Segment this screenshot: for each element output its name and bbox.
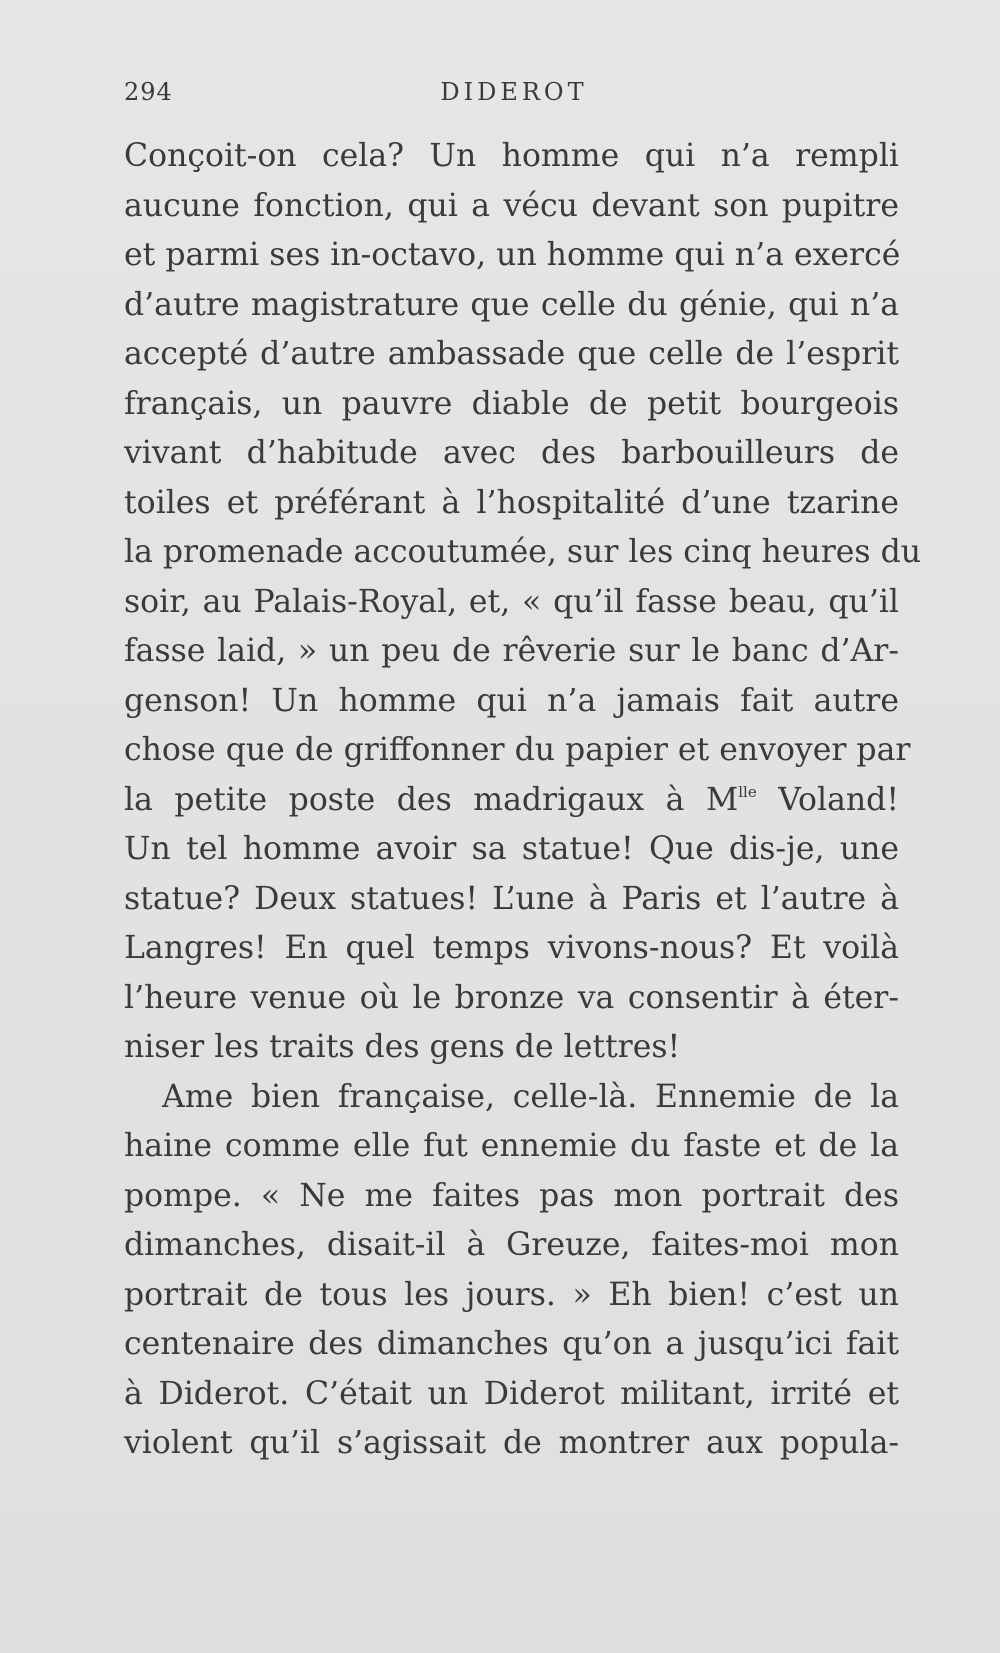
- page-header: [124, 78, 904, 112]
- text-line: Ame bien française, celle-là. Ennemie de la: [162, 1078, 899, 1115]
- text-line: niser les traits des gens de lettres!: [124, 1029, 681, 1065]
- page-number: 294: [124, 78, 173, 106]
- text-line: et parmi ses in-octavo, un homme qui n’a exercé: [124, 237, 901, 273]
- text-line: Conçoit-on cela? Un homme qui n’a rempli: [124, 138, 899, 174]
- text-line: dimanches, disait-il à Greuze, faites-moi mon: [124, 1227, 899, 1263]
- paragraph-1: [124, 132, 922, 1073]
- text-line: l’heure venue où le bronze va consentir à éter-: [124, 979, 899, 1016]
- text-line: soir, au Palais-Royal, et, « qu’il fasse beau, qu’il: [124, 583, 899, 620]
- superscript: lle: [738, 782, 757, 801]
- running-title: DIDEROT: [440, 78, 588, 106]
- text-segment: la petite poste des madrigaux à M: [124, 781, 739, 818]
- text-line: toiles et préférant à l’hospitalité d’une tzarine: [124, 484, 899, 521]
- paragraph-2: [124, 1073, 899, 1469]
- text-line: genson! Un homme qui n’a jamais fait autre: [124, 682, 899, 719]
- text-segment: Voland!: [756, 781, 899, 818]
- text-line: violent qu’il s’agissait de montrer aux popula-: [124, 1425, 899, 1461]
- text-line: d’autre magistrature que celle du génie, qui n’a: [124, 286, 899, 323]
- text-line: vivant d’habitude avec des barbouilleurs de: [124, 435, 899, 471]
- text-line-mlle: [124, 776, 899, 826]
- text-line: statue? Deux statues! L’une à Paris et l’autre à: [124, 880, 899, 917]
- text-line: centenaire des dimanches qu’on a jusqu’ici fait: [124, 1326, 899, 1362]
- text-line: français, un pauvre diable de petit bourgeois: [124, 385, 899, 422]
- text-line: Un tel homme avoir sa statue! Que dis-je, une: [124, 831, 899, 867]
- text-line: accepté d’autre ambassade que celle de l’esprit: [124, 336, 899, 372]
- text-line: la promenade accoutumée, sur les cinq heures du: [124, 534, 922, 570]
- text-line: pompe. « Ne me faites pas mon portrait des: [124, 1177, 899, 1214]
- text-line: fasse laid, » un peu de rêverie sur le banc d’Ar-: [124, 633, 899, 669]
- text-line: aucune fonction, qui a vécu devant son pupitre: [124, 187, 899, 224]
- page-body: [124, 132, 922, 1469]
- text-line: Langres! En quel temps vivons-nous? Et voilà: [124, 930, 899, 966]
- text-line: haine comme elle fut ennemie du faste et de la: [124, 1128, 899, 1164]
- text-line: portrait de tous les jours. » Eh bien! c’est un: [124, 1276, 899, 1313]
- text-line: à Diderot. C’était un Diderot militant, irrité et: [124, 1375, 899, 1412]
- text-line: chose que de griffonner du papier et envoyer par: [124, 732, 911, 768]
